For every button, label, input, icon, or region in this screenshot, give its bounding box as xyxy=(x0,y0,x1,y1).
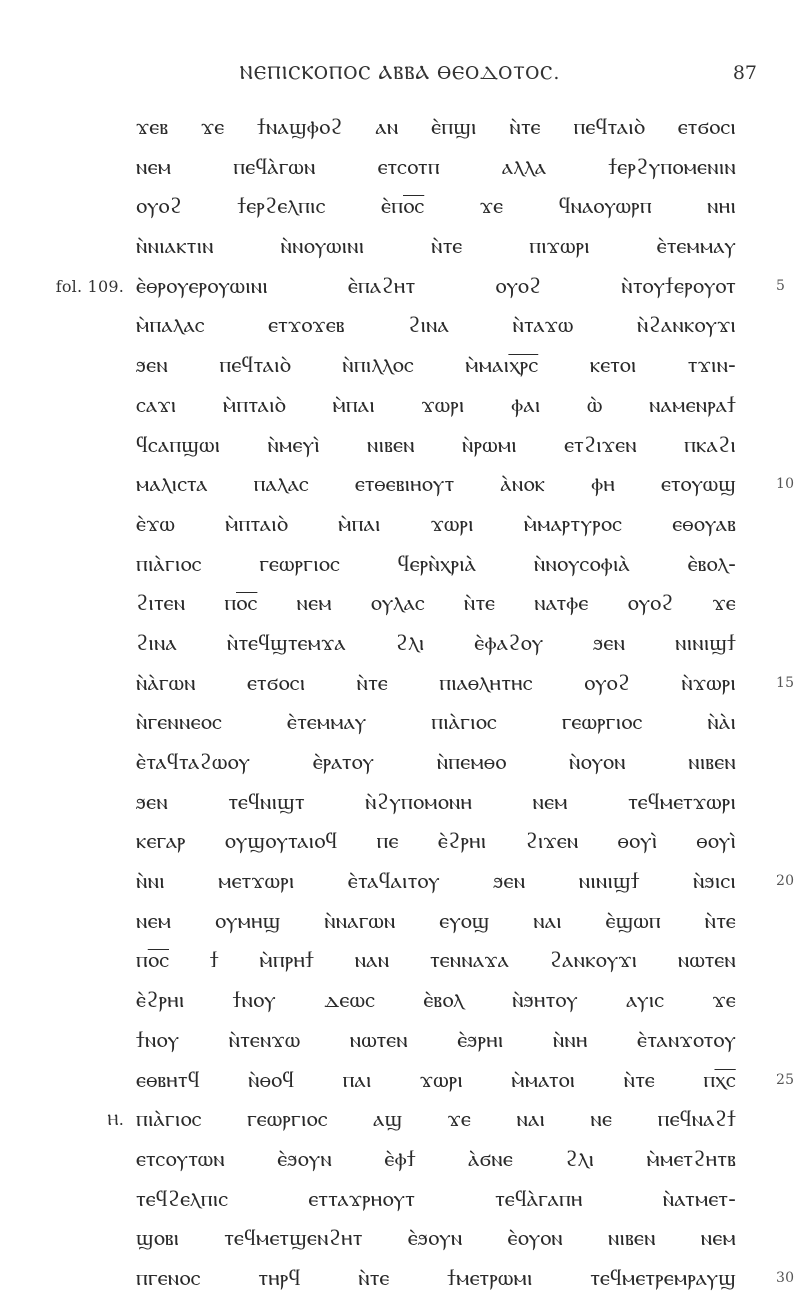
line-text: ⲛ̀ⲛⲓ ⲙⲉⲧϫⲱⲣⲓ ⲉ̀ⲧⲁϥⲁⲓⲧⲟⲩ ϧⲉⲛ ⲛⲓⲛⲓϣϯ ⲛ̀ϧⲓⲥⲓ xyxy=(136,868,736,895)
line-text: ⲛ̀ⲁ̀ⲅⲱⲛ ⲉⲧϭⲟⲥⲓ ⲛ̀ⲧⲉ ⲡⲓⲁⲑⲗⲏⲧⲏⲥ ⲟⲩⲟϩ ⲛ̀ϫⲱⲣⲓ xyxy=(136,669,736,696)
text-line xyxy=(136,108,736,148)
line-text: ϣⲟⲃⲓ ⲧⲉϥⲙⲉⲧϣⲉⲛϩⲏⲧ ⲉ̀ϧⲟⲩⲛ ⲉ̀ⲟⲩⲟⲛ ⲛⲓⲃⲉⲛ ⲛⲉⲙ xyxy=(136,1225,736,1252)
line-text: ⲛ̀ⲛⲓⲁⲕⲧⲓⲛ ⲛ̀ⲛⲟⲩⲱⲓⲛⲓ ⲛ̀ⲧⲉ ⲡⲓϫⲱⲣⲓ ⲉ̀ⲧⲉⲙⲙⲁⲩ xyxy=(136,233,736,260)
text-line xyxy=(136,981,736,1021)
line-text: ⲛⲉⲙ ⲡⲉϥⲁ̀ⲅⲱⲛ ⲉⲧⲥⲟⲧⲡ ⲁⲗⲗⲁ ϯⲉⲣϩⲩⲡⲟⲙⲉⲛⲓⲛ xyxy=(136,153,736,180)
line-text: ⲉ̀ⲧⲁϥⲧⲁϩⲱⲟⲩ ⲉ̀ⲣⲁⲧⲟⲩ ⲛ̀ⲡⲉⲙⲑⲟ ⲛ̀ⲟⲩⲟⲛ ⲛⲓⲃⲉⲛ xyxy=(136,749,736,775)
line-text: ϫⲉⲃ ϫⲉ ϯⲛⲁϣⲫⲟϩ ⲁⲛ ⲉ̀ⲡϣⲓ ⲛ̀ⲧⲉ ⲡⲉϥⲧⲁⲓⲟ̀ ⲉⲧϭⲟⲥⲓ xyxy=(136,114,736,140)
text-line xyxy=(136,902,736,942)
text-line xyxy=(136,1180,736,1220)
line-text: ϯⲛⲟⲩ ⲛ̀ⲧⲉⲛϫⲱ ⲛⲱⲧⲉⲛ ⲉ̀ϧⲣⲏⲓ ⲛ̀ⲛⲏ ⲉ̀ⲧⲁⲛϫⲟⲧⲟⲩ xyxy=(136,1026,736,1053)
text-line xyxy=(55,267,786,307)
text-line xyxy=(136,148,736,188)
line-text: ⲡⲓⲁ̀ⲅⲓⲟⲥ ⲅⲉⲱⲣⲅⲓⲟⲥ ⲁϣ ϫⲉ ⲛⲁⲓ ⲛⲉ ⲡⲉϥⲛⲁϩϯ xyxy=(136,1106,736,1133)
line-text: ⲡⲓⲁ̀ⲅⲓⲟⲥ ⲅⲉⲱⲣⲅⲓⲟⲥ ϥⲉⲣⲛ̀ⲭⲣⲓⲁ̀ ⲛ̀ⲛⲟⲩⲥⲟⲫⲓⲁ̀ ⲉ̀ⲃⲟⲗ- xyxy=(136,550,736,577)
page-number: 87 xyxy=(732,62,757,84)
text-line xyxy=(136,862,795,902)
text-line xyxy=(136,227,736,267)
line-text: ⲉⲑⲃⲏⲧϥ ⲛ̀ⲑⲟϥ ⲡⲁⲓ ϫⲱⲣⲓ ⲙ̀ⲙⲁⲧⲟⲓ ⲛ̀ⲧⲉ ⲡⲭ̅ⲥ̅ xyxy=(136,1066,736,1093)
line-number: 20 xyxy=(776,873,795,890)
line-number: 30 xyxy=(776,1269,795,1286)
text-line xyxy=(136,743,736,783)
line-text: ⲕⲉⲅⲁⲣ ⲟⲩϣⲟⲩⲧⲁⲓⲟϥ ⲡⲉ ⲉ̀ϩⲣⲏⲓ ϩⲓϫⲉⲛ ⲑⲟⲩⲓ̀ ⲑⲟⲩⲓ̀ xyxy=(136,828,736,855)
text-line xyxy=(136,703,736,743)
line-text: ⲙⲁⲗⲓⲥⲧⲁ ⲡⲁⲗⲁⲥ ⲉⲧⲑⲉⲃⲓⲏⲟⲩⲧ ⲁ̀ⲛⲟⲕ ⲫⲏ ⲉⲧⲟⲩⲱϣ xyxy=(136,471,736,498)
text-line xyxy=(136,505,736,545)
text-line xyxy=(136,426,736,466)
text-line xyxy=(136,1219,736,1259)
running-header xyxy=(0,58,800,98)
line-text: ⲙ̀ⲡⲁⲗⲁⲥ ⲉⲧϫⲟϫⲉⲃ ϩⲓⲛⲁ ⲛ̀ⲧⲁϫⲱ ⲛ̀ϩⲁⲛⲕⲟⲩϫⲓ xyxy=(136,312,736,339)
text-line xyxy=(136,1021,736,1061)
main-text xyxy=(55,108,795,1299)
text-line xyxy=(136,1140,736,1180)
line-text: ϧⲉⲛ ⲧⲉϥⲛⲓϣⲧ ⲛ̀ϩⲩⲡⲟⲙⲟⲛⲏ ⲛⲉⲙ ⲧⲉϥⲙⲉⲧϫⲱⲣⲓ xyxy=(136,788,736,815)
running-title: ⲚⲈⲠⲒⲤⲔⲞⲠⲞⲤ ⲀⲂⲂⲀ ⲐⲈⲞⲆⲞⲦⲞⲤ. xyxy=(239,62,561,84)
line-text: ⲛⲉⲙ ⲟⲩⲙⲏϣ ⲛ̀ⲛⲁⲅⲱⲛ ⲉⲩⲟϣ ⲛⲁⲓ ⲉ̀ϣⲱⲡ ⲛ̀ⲧⲉ xyxy=(136,907,736,934)
text-line xyxy=(136,545,736,585)
text-line xyxy=(136,822,736,862)
line-text: ⲛ̀ⲅⲉⲛⲛⲉⲟⲥ ⲉ̀ⲧⲉⲙⲙⲁⲩ ⲡⲓⲁ̀ⲅⲓⲟⲥ ⲅⲉⲱⲣⲅⲓⲟⲥ ⲛ̀ⲁ̀ⲓ xyxy=(136,709,736,736)
line-text: ϩⲓⲛⲁ ⲛ̀ⲧⲉϥϣⲧⲉⲙϫⲁ ϩⲗⲓ ⲉ̀ⲫⲁϩⲟⲩ ϧⲉⲛ ⲛⲓⲛⲓϣϯ xyxy=(136,629,736,656)
text-line xyxy=(136,1259,795,1299)
text-line xyxy=(136,584,736,624)
line-number: 5 xyxy=(776,277,786,294)
line-text: ϩⲓⲧⲉⲛ ⲡⲟ̅ⲥ̅ ⲛⲉⲙ ⲟⲩⲗⲁⲥ ⲛ̀ⲧⲉ ⲛⲁⲧⲫⲉ ⲟⲩⲟϩ ϫⲉ xyxy=(136,590,736,617)
line-number: 25 xyxy=(776,1071,795,1088)
line-text: ⲉ̀ⲑⲣⲟⲩⲉⲣⲟⲩⲱⲓⲛⲓ ⲉ̀ⲡⲁϩⲏⲧ ⲟⲩⲟϩ ⲛ̀ⲧⲟⲩϯⲉⲣⲟⲩⲟⲧ xyxy=(136,272,736,299)
text-line xyxy=(136,1061,795,1101)
line-text: ⲧⲉϥϩⲉⲗⲡⲓⲥ ⲉⲧⲧⲁϫⲣⲏⲟⲩⲧ ⲧⲉϥⲁ̀ⲅⲁⲡⲏ ⲛ̀ⲁⲧⲙⲉⲧ- xyxy=(136,1185,736,1212)
line-text: ϥⲥⲁⲡϣⲱⲓ ⲛ̀ⲙⲉⲩⲓ̀ ⲛⲓⲃⲉⲛ ⲛ̀ⲣⲱⲙⲓ ⲉⲧϩⲓϫⲉⲛ ⲡⲕⲁϩⲓ xyxy=(136,431,736,458)
line-text: ⲟⲩⲟϩ ϯⲉⲣϩⲉⲗⲡⲓⲥ ⲉ̀ⲡⲟ̅ⲥ̅ ϫⲉ ϥⲛⲁⲟⲩⲱⲣⲡ ⲛⲏⲓ xyxy=(136,193,736,220)
line-number: 10 xyxy=(776,476,795,493)
text-line xyxy=(107,1100,736,1140)
text-line xyxy=(136,386,736,426)
text-line xyxy=(136,346,736,386)
text-line xyxy=(136,783,736,823)
line-text: ⲡⲅⲉⲛⲟⲥ ⲧⲏⲣϥ ⲛ̀ⲧⲉ ϯⲙⲉⲧⲣⲱⲙⲓ ⲧⲉϥⲙⲉⲧⲣⲉⲙⲣⲁⲩϣ xyxy=(136,1264,736,1291)
line-text: ⲉⲧⲥⲟⲩⲧⲱⲛ ⲉ̀ϧⲟⲩⲛ ⲉ̀ⲫϯ ⲁ̀ϭⲛⲉ ϩⲗⲓ ⲙ̀ⲙⲉⲧϩⲏⲧⲃ xyxy=(136,1145,736,1172)
line-text: ϧⲉⲛ ⲡⲉϥⲧⲁⲓⲟ̀ ⲛ̀ⲡⲓⲗⲗⲟⲥ ⲙ̀ⲙⲁⲓⲭ̅ⲣ̅ⲥ̅ ⲕⲉⲧⲟⲓ ⲧϫⲓⲛ- xyxy=(136,352,736,379)
line-number: 15 xyxy=(776,674,795,691)
text-line xyxy=(136,187,736,227)
text-line xyxy=(136,664,795,704)
line-text: ⲉ̀ϫⲱ ⲙ̀ⲡⲧⲁⲓⲟ̀ ⲙ̀ⲡⲁⲓ ϫⲱⲣⲓ ⲙ̀ⲙⲁⲣⲧⲩⲣⲟⲥ ⲉⲑⲟⲩⲁⲃ xyxy=(136,510,736,537)
margin-note: Ⲏ. xyxy=(107,1110,124,1130)
text-line xyxy=(136,624,736,664)
text-line xyxy=(136,306,736,346)
line-text: ⲉ̀ϩⲣⲏⲓ ϯⲛⲟⲩ ⲇⲉⲱⲥ ⲉ̀ⲃⲟⲗ ⲛ̀ϧⲏⲧⲟⲩ ⲁⲩⲓⲥ ϫⲉ xyxy=(136,987,736,1014)
line-text: ⲥⲁϫⲓ ⲙ̀ⲡⲧⲁⲓⲟ̀ ⲙ̀ⲡⲁⲓ ϫⲱⲣⲓ ⲫⲁⲓ ⲱ̀ ⲛⲁⲙⲉⲛⲣⲁϯ xyxy=(136,391,736,418)
text-line xyxy=(136,941,736,981)
text-line xyxy=(136,465,795,505)
line-text: ⲡⲟ̅ⲥ̅ ϯ ⲙ̀ⲡⲣⲏϯ ⲛⲁⲛ ⲧⲉⲛⲛⲁϫⲁ ϩⲁⲛⲕⲟⲩϫⲓ ⲛⲱⲧⲉⲛ xyxy=(136,947,736,974)
margin-note: fol. 109. xyxy=(55,276,124,296)
